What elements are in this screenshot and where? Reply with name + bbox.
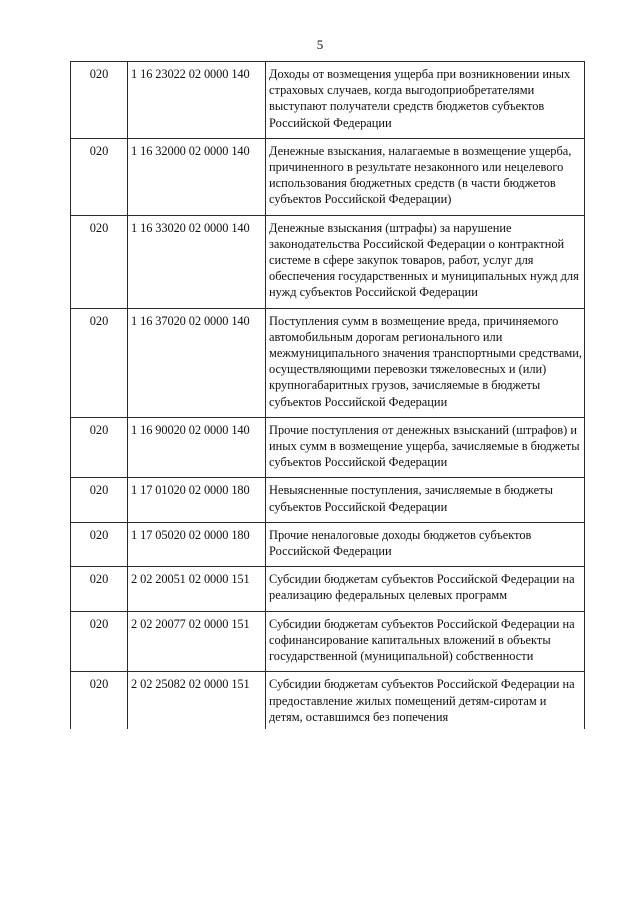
budget-code-cell: 1 16 23022 02 0000 140 — [128, 62, 266, 139]
admin-code-cell: 020 — [71, 478, 128, 522]
budget-code-cell: 2 02 25082 02 0000 151 — [128, 672, 266, 729]
table-row — [71, 522, 585, 566]
revenue-name-cell: Субсидии бюджетам субъектов Российской Федерации на предоставление жилых помещений детям-сиротам и детям, оставшимся без попечения — [266, 672, 585, 729]
revenue-name-cell: Поступления сумм в возмещение вреда, причиняемого автомобильным дорогам регионального или межмуниципального значения транспортными средствами, осуществляющими перевозки тяжеловесных и (или) крупногабаритных грузов, зачисляемые в бюджеты субъектов Российской Федерации — [266, 308, 585, 417]
table-row — [71, 417, 585, 478]
admin-code-cell: 020 — [71, 522, 128, 566]
budget-code-cell: 1 16 37020 02 0000 140 — [128, 308, 266, 417]
table-row — [71, 308, 585, 417]
revenue-name-cell: Субсидии бюджетам субъектов Российской Федерации на реализацию федеральных целевых программ — [266, 567, 585, 611]
revenue-name-cell: Прочие неналоговые доходы бюджетов субъектов Российской Федерации — [266, 522, 585, 566]
budget-revenue-table — [70, 61, 585, 729]
budget-code-cell: 1 16 32000 02 0000 140 — [128, 138, 266, 215]
budget-code-cell: 1 16 90020 02 0000 140 — [128, 417, 266, 478]
table-row — [71, 62, 585, 139]
admin-code-cell: 020 — [71, 308, 128, 417]
revenue-name-cell: Прочие поступления от денежных взысканий (штрафов) и иных сумм в возмещение ущерба, зачисляемые в бюджеты субъектов Российской Федерации — [266, 417, 585, 478]
admin-code-cell: 020 — [71, 417, 128, 478]
admin-code-cell: 020 — [71, 138, 128, 215]
revenue-name-cell: Денежные взыскания, налагаемые в возмещение ущерба, причиненного в результате незаконного или нецелевого использования бюджетных средств (в части бюджетов субъектов Российской Федерации) — [266, 138, 585, 215]
admin-code-cell: 020 — [71, 215, 128, 308]
table-row — [71, 138, 585, 215]
budget-code-cell: 1 17 05020 02 0000 180 — [128, 522, 266, 566]
table-row — [71, 478, 585, 522]
admin-code-cell: 020 — [71, 672, 128, 729]
budget-code-cell: 2 02 20077 02 0000 151 — [128, 611, 266, 672]
table-row — [71, 611, 585, 672]
admin-code-cell: 020 — [71, 567, 128, 611]
admin-code-cell: 020 — [71, 62, 128, 139]
admin-code-cell: 020 — [71, 611, 128, 672]
table-row — [71, 672, 585, 729]
revenue-name-cell: Доходы от возмещения ущерба при возникновении иных страховых случаев, когда выгодоприобретателями выступают получатели средств бюджетов субъектов Российской Федерации — [266, 62, 585, 139]
table-row — [71, 215, 585, 308]
budget-code-cell: 2 02 20051 02 0000 151 — [128, 567, 266, 611]
revenue-name-cell: Субсидии бюджетам субъектов Российской Федерации на софинансирование капитальных вложений в объекты государственной (муниципальной) собственности — [266, 611, 585, 672]
page-number: 5 — [316, 37, 324, 52]
table-row — [71, 567, 585, 611]
revenue-name-cell: Невыясненные поступления, зачисляемые в бюджеты субъектов Российской Федерации — [266, 478, 585, 522]
budget-code-cell: 1 16 33020 02 0000 140 — [128, 215, 266, 308]
budget-code-cell: 1 17 01020 02 0000 180 — [128, 478, 266, 522]
revenue-name-cell: Денежные взыскания (штрафы) за нарушение законодательства Российской Федерации о контрактной системе в сфере закупок товаров, работ, услуг для обеспечения государственных и муниципальных нужд для нужд субъектов Российской Федерации — [266, 215, 585, 308]
